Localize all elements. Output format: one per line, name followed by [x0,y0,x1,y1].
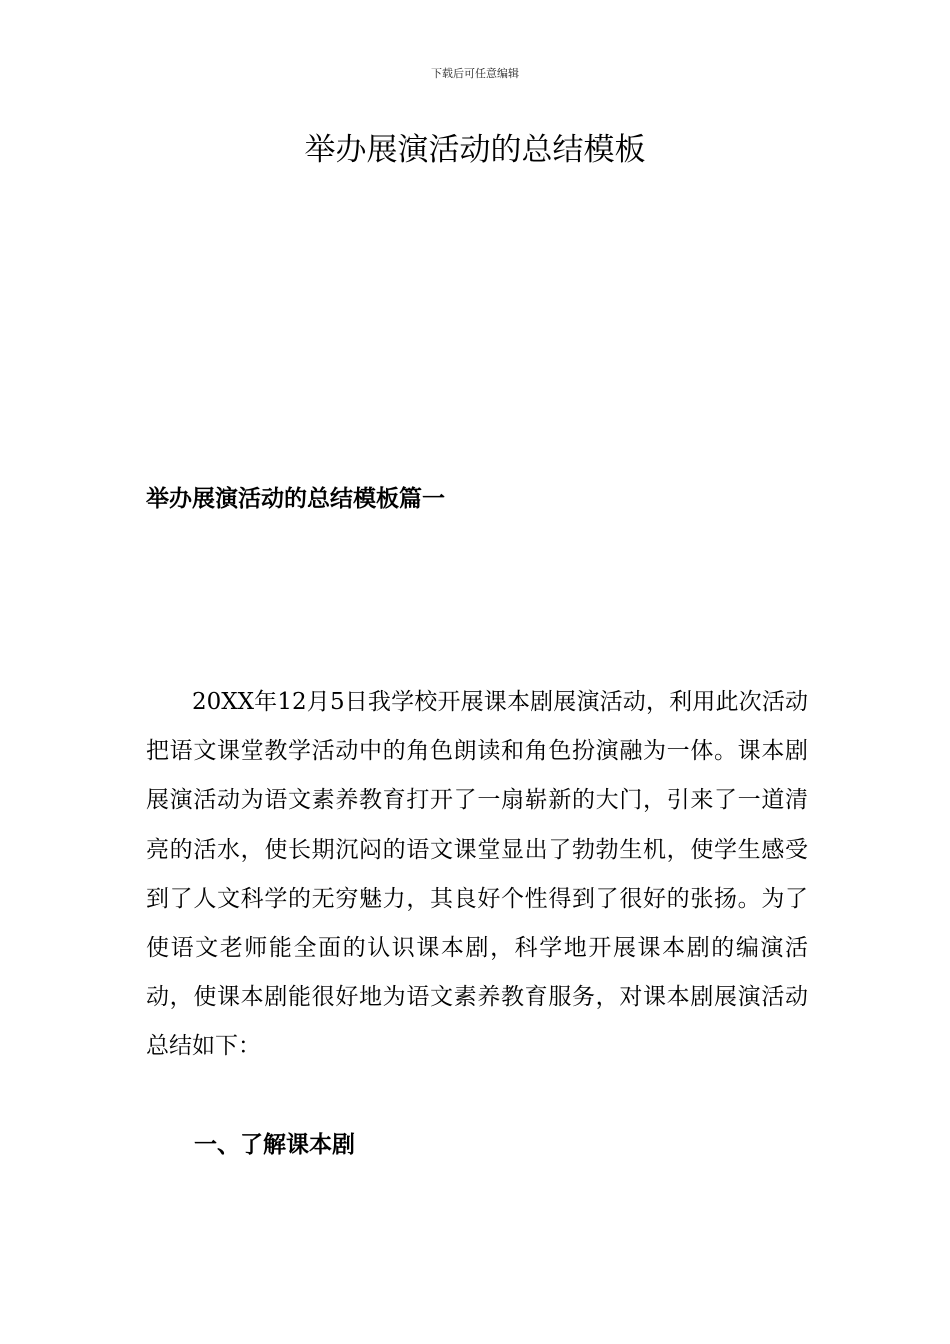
document-title: 举办展演活动的总结模板 [304,132,646,168]
section-title: 举办展演活动的总结模板篇一 [146,485,445,512]
header-note: 下载后可任意编辑 [431,67,519,80]
sub-heading: 一、了解课本剧 [194,1131,355,1158]
body-paragraph: 20XX年12月5日我学校开展课本剧展演活动，利用此次活动把语文课堂教学活动中的角色朗读和角色扮演融为一体。课本剧展演活动为语文素养教育打开了一扇崭新的大门，引来了一道清亮的活水，使长期沉闷的语文课堂显出了勃勃生机，使学生感受到了人文科学的无穷魅力，其良好个性得到了很好的张扬。为了使语文老师能全面的认识课本剧，科学地开展课本剧的编演活动，使课本剧能很好地为语文素养教育服务，对课本剧展演活动总结如下： [146,689,808,1060]
